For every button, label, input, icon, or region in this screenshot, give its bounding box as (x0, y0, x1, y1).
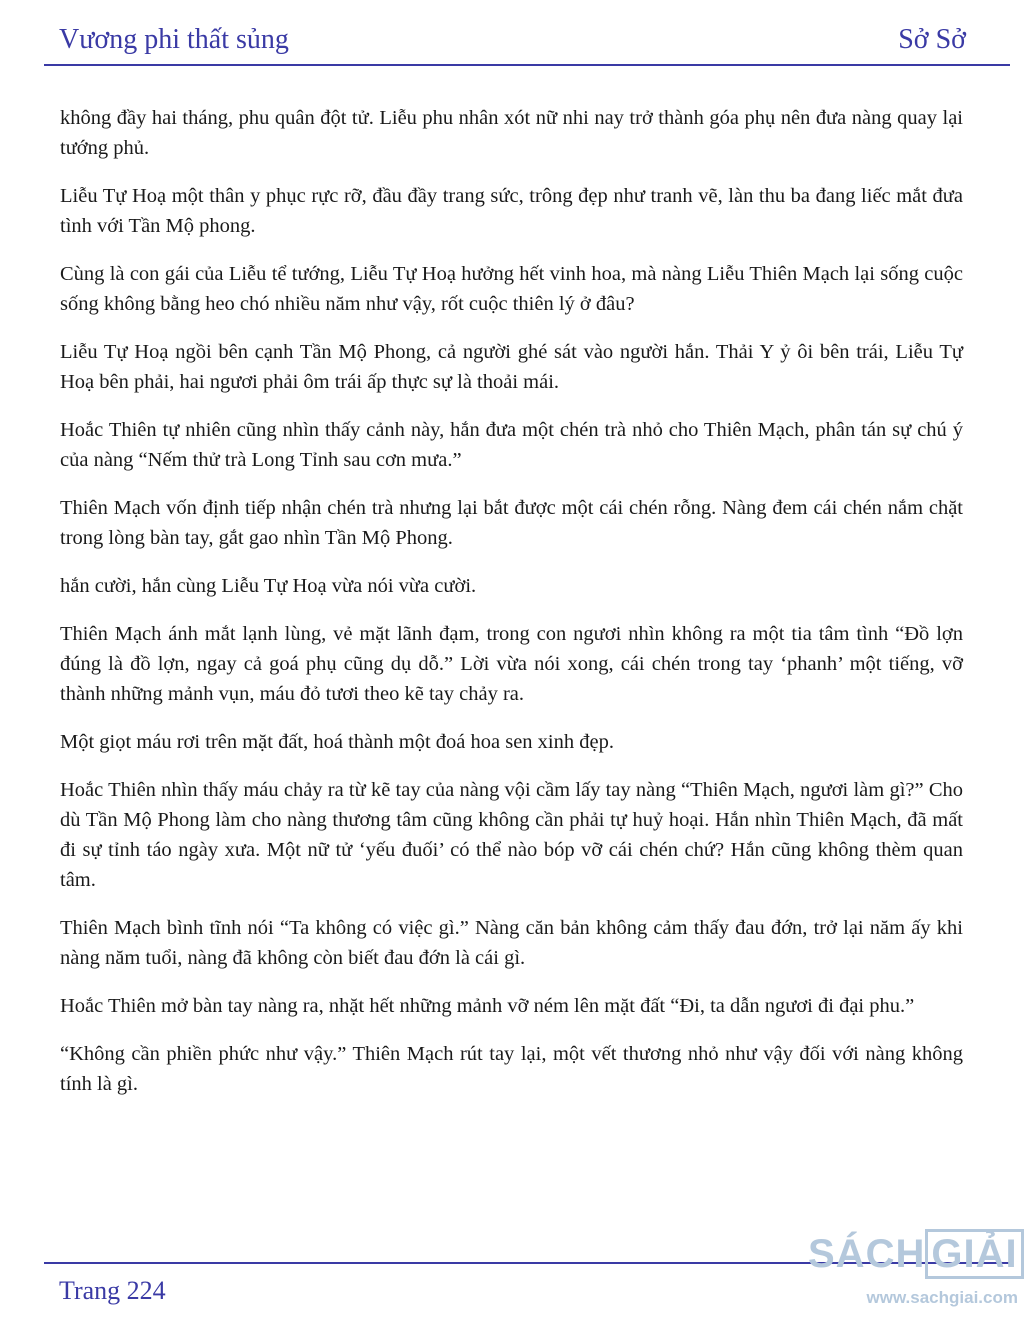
paragraph: “Không cần phiền phức như vậy.” Thiên Mạch rút tay lại, một vết thương nhỏ như vậy đối với nàng không tính là gì. (60, 1043, 963, 1095)
paragraph: không đầy hai tháng, phu quân đột tử. Liễu phu nhân xót nữ nhi nay trở thành góa phụ nên đưa nàng quay lại tướng phủ. (60, 107, 963, 159)
paragraph: Thiên Mạch ánh mắt lạnh lùng, vẻ mặt lãnh đạm, trong con ngươi nhìn không ra một tia tâm tình “Đồ lợn đúng là đồ lợn, ngay cả goá phụ cũng dụ dỗ.” Lời vừa nói xong, cái chén trong tay ‘phanh’ một tiếng, vỡ thành những mảnh vụn, máu đỏ tươi theo kẽ tay chảy ra. (60, 623, 963, 705)
paragraph: Liễu Tự Hoạ ngồi bên cạnh Tần Mộ Phong, cả người ghé sát vào người hắn. Thải Y ỷ ôi bên trái, Liễu Tự Hoạ bên phải, hai ngươi phải ôm trái ấp thực sự là thoải mái. (60, 341, 963, 393)
watermark-url: www.sachgiai.com (866, 1288, 1018, 1307)
author-name: Sở Sở (898, 24, 966, 55)
watermark-logo (808, 1232, 1018, 1308)
watermark-brand-left: SÁCH (808, 1232, 926, 1276)
paragraph: hắn cười, hắn cùng Liễu Tự Hoạ vừa nói vừa cười. (60, 575, 477, 597)
header-divider (44, 64, 1010, 66)
paragraph: Thiên Mạch bình tĩnh nói “Ta không có việc gì.” Nàng căn bản không cảm thấy đau đớn, trở lại năm ấy khi nàng năm tuổi, nàng đã không còn biết đau đớn là cái gì. (60, 917, 963, 969)
paragraph: Hoắc Thiên nhìn thấy máu chảy ra từ kẽ tay của nàng vội cầm lấy tay nàng “Thiên Mạch, ngươi làm gì?” Cho dù Tần Mộ Phong làm cho nàng thương tâm cũng không cần phải tự huỷ hoại. Hắn nhìn Thiên Mạch, đã mất đi sự tỉnh táo ngày xưa. Một nữ tử ‘yếu đuối’ có thể nào bóp vỡ cái chén chứ? Hắn cũng không thèm quan tâm. (60, 779, 963, 891)
paragraph: Cùng là con gái của Liễu tể tướng, Liễu Tự Hoạ hưởng hết vinh hoa, mà nàng Liễu Thiên Mạch lại sống cuộc sống không bằng heo chó nhiều năm như vậy, rốt cuộc thiên lý ở đâu? (60, 263, 963, 315)
watermark-brand-boxed: GIẢI (925, 1229, 1023, 1279)
paragraph: Thiên Mạch vốn định tiếp nhận chén trà nhưng lại bắt được một cái chén rỗng. Nàng đem cái chén nắm chặt trong lòng bàn tay, gắt gao nhìn Tần Mộ Phong. (60, 497, 963, 549)
page-body (60, 103, 963, 1117)
paragraph: Hoắc Thiên mở bàn tay nàng ra, nhặt hết những mảnh vỡ ném lên mặt đất “Đi, ta dẫn ngươi đi đại phu.” (60, 995, 915, 1017)
watermark-brand (808, 1232, 1018, 1276)
paragraph: Liễu Tự Hoạ một thân y phục rực rỡ, đầu đầy trang sức, trông đẹp như tranh vẽ, làn thu ba đang liếc mắt đưa tình với Tần Mộ phong. (60, 185, 963, 237)
page-number: Trang 224 (59, 1276, 166, 1305)
paragraph: Hoắc Thiên tự nhiên cũng nhìn thấy cảnh này, hắn đưa một chén trà nhỏ cho Thiên Mạch, phân tán sự chú ý của nàng “Nếm thử trà Long Tỉnh sau cơn mưa.” (60, 419, 963, 471)
book-title: Vương phi thất sủng (59, 24, 289, 55)
paragraph: Một giọt máu rơi trên mặt đất, hoá thành một đoá hoa sen xinh đẹp. (60, 731, 614, 753)
